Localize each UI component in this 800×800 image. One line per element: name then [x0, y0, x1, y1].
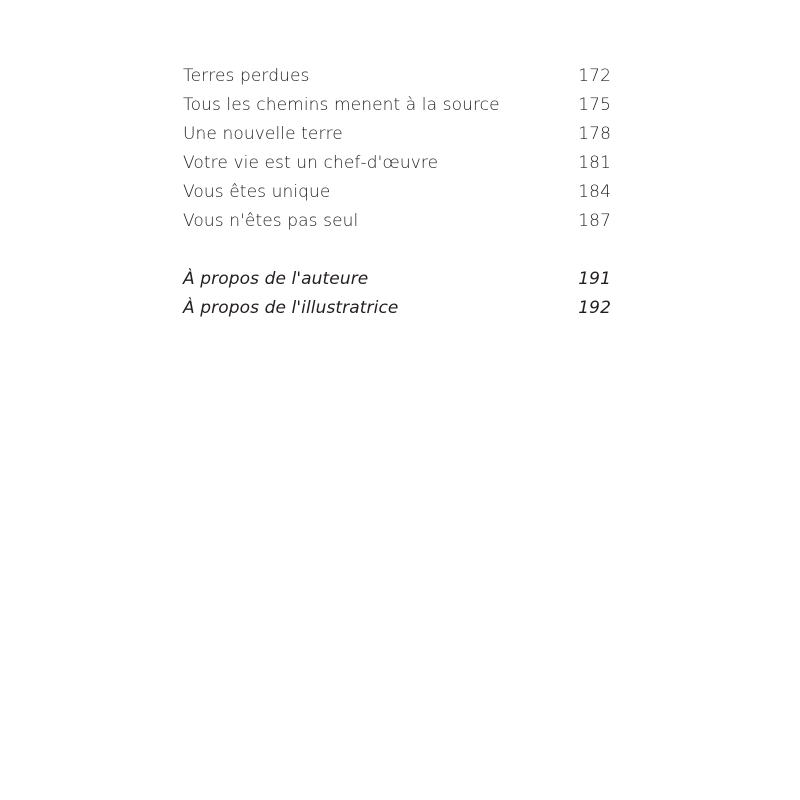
toc-entry-page: 184 [578, 182, 611, 202]
toc-entry-page: 172 [578, 66, 611, 86]
toc-entry-page: 192 [578, 298, 611, 318]
toc-entry-title: Terres perdues [183, 66, 310, 86]
table-of-contents [183, 62, 611, 323]
toc-main-list [183, 62, 611, 236]
toc-entry [183, 149, 611, 178]
toc-entry-page: 187 [578, 211, 611, 231]
toc-entry-page: 191 [578, 269, 611, 289]
toc-entry-page: 178 [578, 124, 611, 144]
toc-entry-page: 181 [578, 153, 611, 173]
toc-entry-title: À propos de l'auteure [183, 269, 369, 289]
toc-entry-title: Vous n'êtes pas seul [183, 211, 359, 231]
toc-entry-title: À propos de l'illustratrice [183, 298, 399, 318]
toc-entry-about-author [183, 265, 611, 294]
toc-entry-about-illustrator [183, 294, 611, 323]
toc-entry-title: Votre vie est un chef-d'œuvre [183, 153, 439, 173]
toc-entry-title: Une nouvelle terre [183, 124, 343, 144]
toc-entry-page: 175 [578, 95, 611, 115]
toc-entry-title: Tous les chemins menent à la source [183, 95, 500, 115]
toc-entry [183, 207, 611, 236]
toc-appendix-list [183, 265, 611, 323]
toc-entry [183, 120, 611, 149]
toc-entry-title: Vous êtes unique [183, 182, 331, 202]
toc-entry [183, 178, 611, 207]
toc-entry [183, 91, 611, 120]
toc-entry [183, 62, 611, 91]
